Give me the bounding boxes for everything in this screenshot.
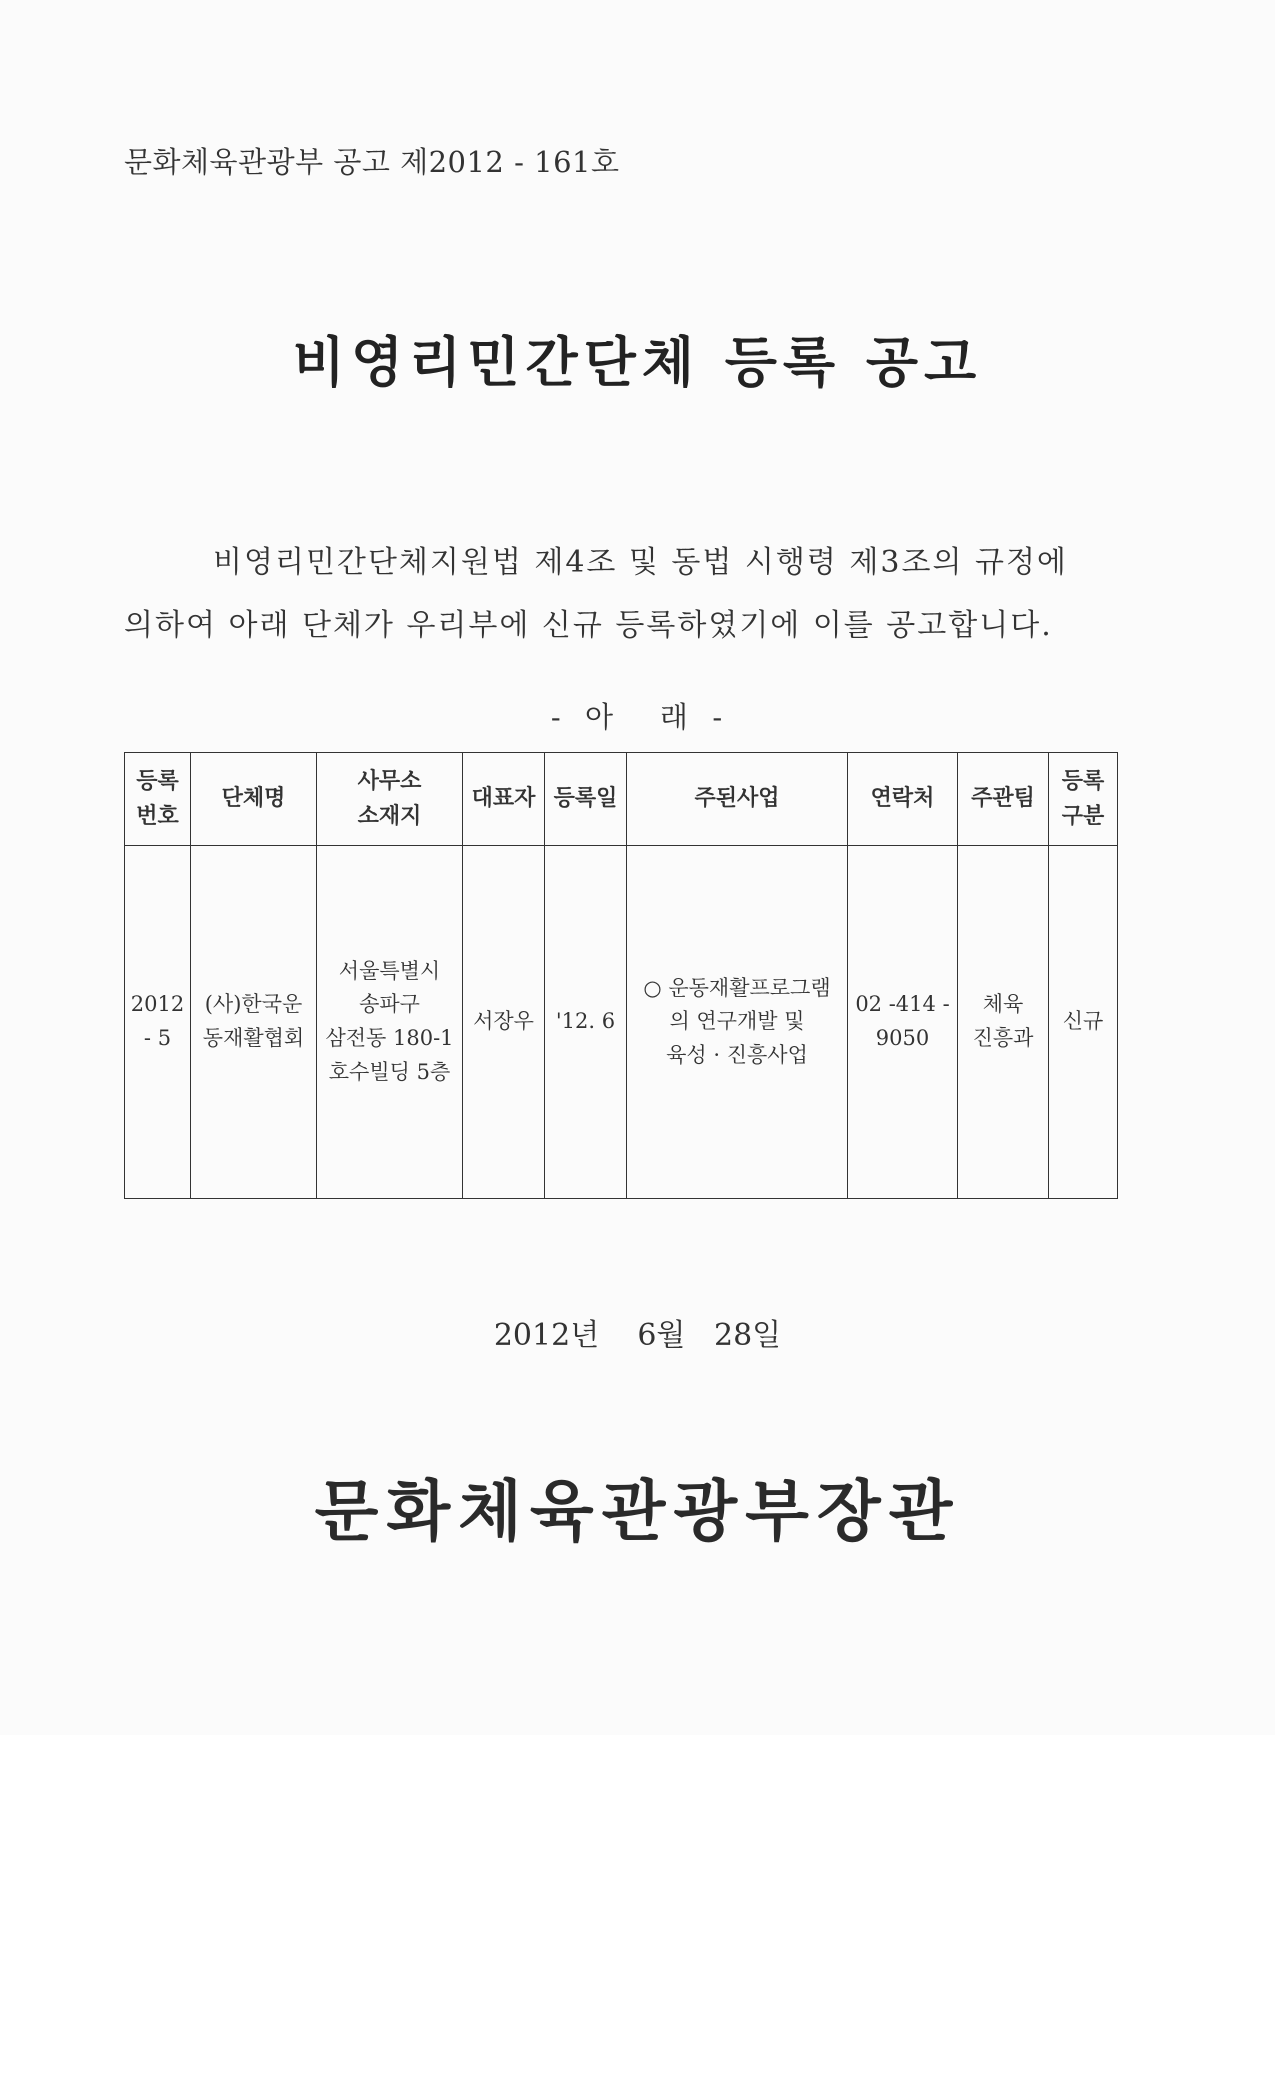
cell-text: ○ 운동재활프로그램 <box>643 975 831 1000</box>
cell-dept <box>958 846 1049 1199</box>
below-marker: - 아 래 - <box>550 700 725 734</box>
cell-office <box>317 846 463 1199</box>
header-reg-date: 등록일 <box>545 753 627 846</box>
notice-number: 문화체육관광부 공고 제2012 - 161호 <box>124 145 620 179</box>
header-office <box>317 753 463 846</box>
body-text-line-1: 비영리민간단체지원법 제4조 및 동법 시행령 제3조의 규정에 <box>213 545 1068 580</box>
cell-text: 9050 <box>875 1026 930 1050</box>
cell-reg-type: 신규 <box>1049 846 1118 1199</box>
header-org-name: 단체명 <box>191 753 317 846</box>
cell-representative: 서장우 <box>463 846 545 1199</box>
cell-text: 육성 · 진흥사업 <box>666 1042 808 1067</box>
header-main-business: 주된사업 <box>627 753 848 846</box>
cell-text: 의 연구개발 및 <box>669 1009 805 1034</box>
header-reg-type <box>1049 753 1118 846</box>
cell-text: 호수빌딩 5층 <box>328 1059 451 1084</box>
issue-date: 2012년 6월 28일 <box>493 1318 782 1353</box>
cell-text: 서울특별시 <box>338 958 441 983</box>
table-header-row <box>125 753 1118 846</box>
cell-reg-no <box>125 846 191 1199</box>
document-title: 비영리민간단체 등록 공고 <box>292 330 983 394</box>
cell-text: 진흥과 <box>972 1026 1034 1050</box>
cell-text: 02 -414 - <box>855 992 950 1017</box>
header-text: 등록 <box>1061 767 1105 794</box>
cell-text: 동재활협회 <box>202 1026 305 1050</box>
header-text: 소재지 <box>357 803 422 829</box>
cell-text: 체육 <box>982 992 1024 1017</box>
header-contact: 연락처 <box>848 753 958 846</box>
cell-reg-date: '12. 6 <box>545 846 627 1199</box>
cell-text: - 5 <box>143 1026 172 1050</box>
header-dept: 주관팀 <box>958 753 1049 846</box>
cell-text: 2012 <box>130 992 185 1017</box>
registration-table <box>124 752 1118 1199</box>
header-representative: 대표자 <box>463 753 545 846</box>
cell-text: (사)한국운 <box>204 992 303 1017</box>
cell-text: 송파구 <box>359 992 420 1017</box>
cell-text: 삼전동 180-1 <box>325 1026 454 1050</box>
cell-main-business <box>627 846 848 1199</box>
header-text: 구분 <box>1061 803 1105 829</box>
body-text-line-2: 의하여 아래 단체가 우리부에 신규 등록하였기에 이를 공고합니다. <box>124 608 1053 643</box>
header-text: 번호 <box>136 803 179 829</box>
cell-contact <box>848 846 958 1199</box>
table-row <box>125 846 1118 1199</box>
signer-title: 문화체육관광부장관 <box>314 1472 961 1550</box>
header-text: 사무소 <box>357 767 422 794</box>
header-text: 등록 <box>136 767 179 794</box>
cell-org-name <box>191 846 317 1199</box>
header-reg-no <box>125 753 191 846</box>
